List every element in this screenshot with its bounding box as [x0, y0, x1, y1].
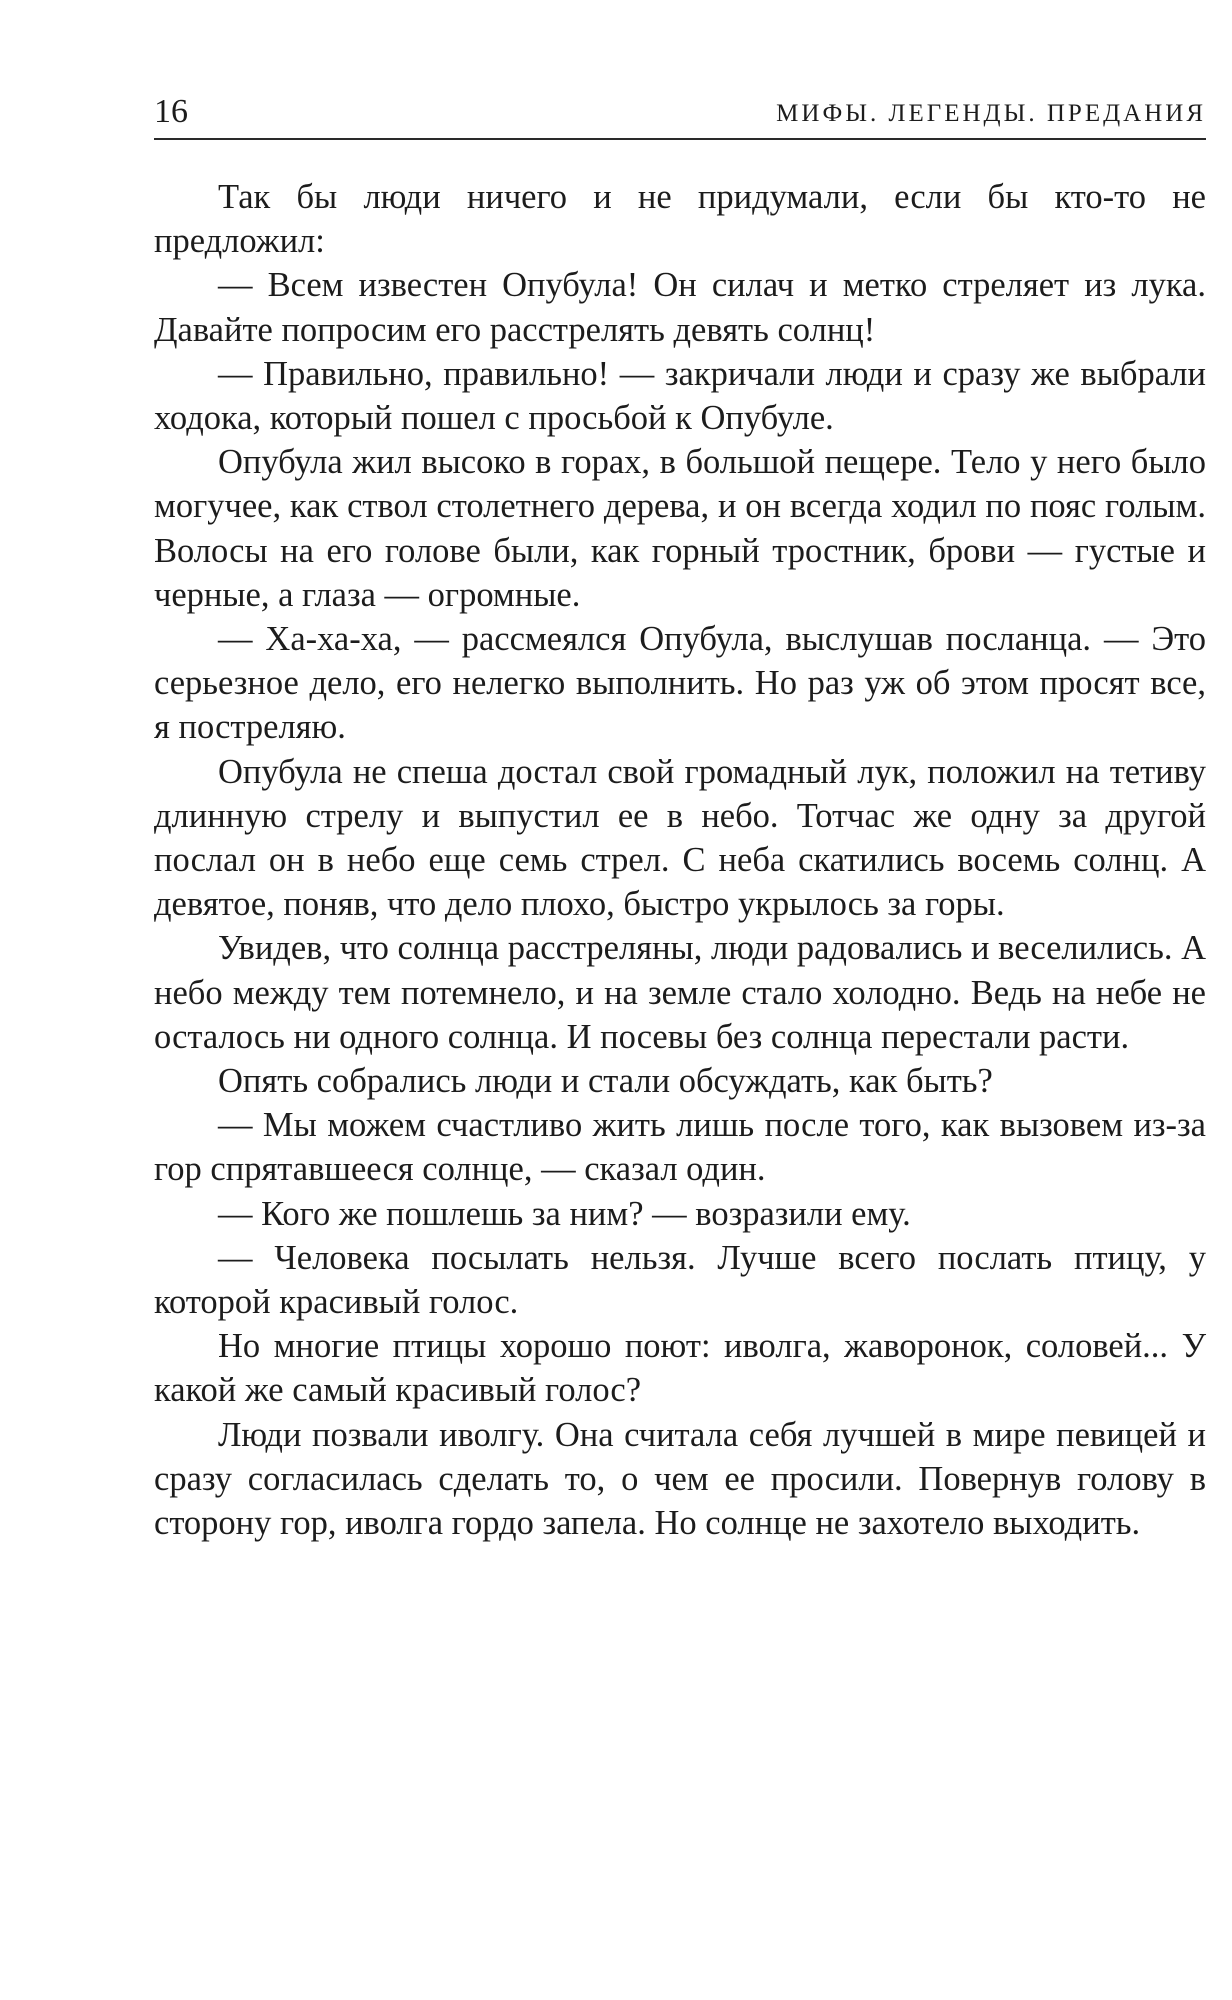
paragraph: — Всем известен Опубула! Он силач и метко стреляет из лука. Давайте попросим его расстрелять девять солнц!: [154, 266, 1206, 349]
page-number: 16: [154, 93, 188, 130]
paragraph: Увидев, что солнца расстреляны, люди радовались и веселились. А небо между тем потемнело, и на земле стало холодно. Ведь на небе не осталось ни одного солнца. И посевы без солнца перестали расти.: [154, 929, 1206, 1056]
paragraph: — Ха-ха-ха, — рассмеялся Опубула, выслушав посланца. — Это серьезное дело, его нелегко выполнить. Но раз уж об этом просят все, я постреляю.: [154, 620, 1206, 747]
paragraph: — Человека посылать нельзя. Лучше всего послать птицу, у которой красивый голос.: [154, 1238, 1206, 1322]
running-head: МИФЫ. ЛЕГЕНДЫ. ПРЕДАНИЯ: [776, 100, 1206, 127]
paragraph: — Правильно, правильно! — закричали люди и сразу же выбрали ходока, который пошел с просьбой к Опубуле.: [154, 354, 1206, 438]
paragraph: Опубула не спеша достал свой громадный лук, положил на тетиву длинную стрелу и выпустил ее в небо. Тотчас же одну за другой послал он в небо еще семь стрел. С неба скатились восемь солнц. А девятое, поняв, что дело плохо, быстро укрылось за горы.: [154, 752, 1206, 924]
paragraph: Так бы люди ничего и не придумали, если бы кто-то не предложил:: [154, 178, 1206, 261]
paragraph: Опубула жил высоко в горах, в большой пещере. Тело у него было могучее, как ствол столетнего дерева, и он всегда ходил по пояс голым. Волосы на его голове были, как горный тростник, брови — густые и черные, а глаза — огромные.: [154, 443, 1206, 614]
paragraph: — Мы можем счастливо жить лишь после того, как вызовем из-за гор спрятавшееся солнце, — сказал один.: [154, 1106, 1206, 1189]
paragraph: Но многие птицы хорошо поют: иволга, жаворонок, соловей... У какой же самый красивый голос?: [154, 1327, 1206, 1410]
page-header: [154, 92, 1206, 132]
body-text: [154, 175, 1206, 1545]
paragraph: — Кого же пошлешь за ним? — возразили ему.: [218, 1194, 911, 1233]
header-rule: [154, 138, 1206, 140]
paragraph: Люди позвали иволгу. Она считала себя лучшей в мире певицей и сразу согласилась сделать то, о чем ее просили. Повернув голову в сторону гор, иволга гордо запела. Но солнце не захотело выходить.: [154, 1415, 1206, 1543]
paragraph: Опять собрались люди и стали обсуждать, как быть?: [218, 1062, 993, 1101]
